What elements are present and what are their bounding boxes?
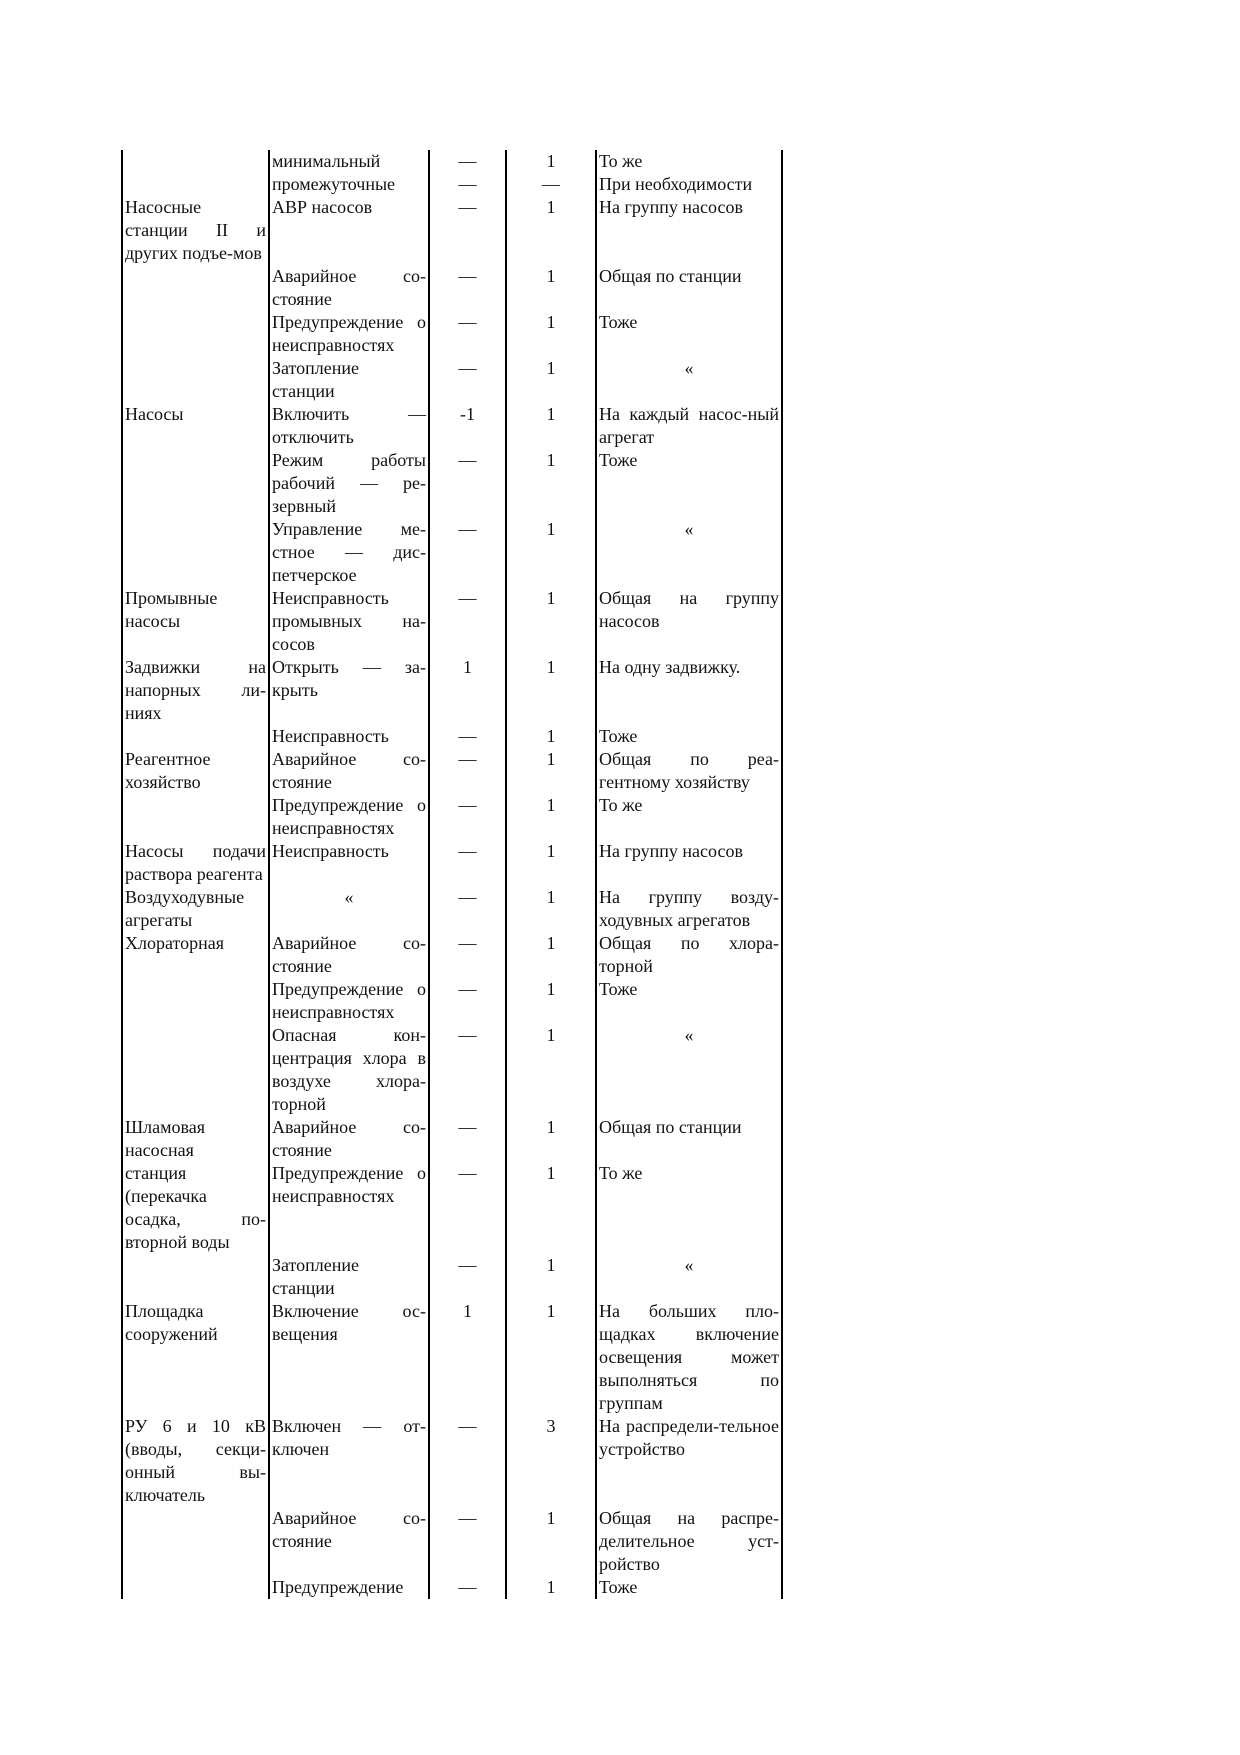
signal-cell: Предупреждение bbox=[269, 1576, 429, 1599]
control-count-cell: — bbox=[429, 932, 506, 978]
signal-count-cell: 3 bbox=[506, 1415, 596, 1507]
note-cell: На группу насосов bbox=[596, 840, 782, 886]
table-row bbox=[122, 1254, 782, 1300]
signal-count-cell: 1 bbox=[506, 886, 596, 932]
control-count-cell: — bbox=[429, 357, 506, 403]
control-count-cell: — bbox=[429, 196, 506, 265]
signal-count-cell: 1 bbox=[506, 150, 596, 173]
signal-cell: Опасная кон-центрация хлора в воздухе хлора-торной bbox=[269, 1024, 429, 1116]
signal-count-cell: 1 bbox=[506, 1254, 596, 1300]
signal-cell: Аварийное со-стояние bbox=[269, 1507, 429, 1576]
note-cell: Тоже bbox=[596, 449, 782, 518]
object-cell: РУ 6 и 10 кВ (вводы, секци-онный вы-ключатель bbox=[122, 1415, 269, 1507]
signal-cell: Аварийное со-стояние bbox=[269, 265, 429, 311]
object-cell bbox=[122, 978, 269, 1024]
note-cell: Тоже bbox=[596, 1576, 782, 1599]
control-count-cell: — bbox=[429, 725, 506, 748]
table-row bbox=[122, 725, 782, 748]
signal-cell: Предупреждение о неисправностях bbox=[269, 978, 429, 1024]
signal-count-cell: 1 bbox=[506, 357, 596, 403]
control-count-cell: — bbox=[429, 1507, 506, 1576]
note-cell: Тоже bbox=[596, 311, 782, 357]
signal-cell: Включен — от-ключен bbox=[269, 1415, 429, 1507]
signal-count-cell: 1 bbox=[506, 1507, 596, 1576]
signal-cell: Предупреждение о неисправностях bbox=[269, 311, 429, 357]
table-row bbox=[122, 518, 782, 587]
signal-cell: АВР насосов bbox=[269, 196, 429, 265]
object-cell bbox=[122, 357, 269, 403]
note-cell: На группу насосов bbox=[596, 196, 782, 265]
object-cell bbox=[122, 1507, 269, 1576]
table-row bbox=[122, 449, 782, 518]
table-row bbox=[122, 748, 782, 794]
object-cell bbox=[122, 311, 269, 357]
note-cell: То же bbox=[596, 150, 782, 173]
signal-count-cell: 1 bbox=[506, 311, 596, 357]
signal-count-cell: 1 bbox=[506, 403, 596, 449]
note-cell: Общая на группу насосов bbox=[596, 587, 782, 656]
control-count-cell: 1 bbox=[429, 1300, 506, 1415]
signal-cell: Управление ме-стное — дис-петчерское bbox=[269, 518, 429, 587]
signal-cell: Затопление станции bbox=[269, 357, 429, 403]
signal-cell: « bbox=[269, 886, 429, 932]
signal-count-cell: 1 bbox=[506, 725, 596, 748]
table-row bbox=[122, 1576, 782, 1599]
table-row bbox=[122, 1507, 782, 1576]
table-row bbox=[122, 1116, 782, 1162]
table-row bbox=[122, 265, 782, 311]
table-row bbox=[122, 656, 782, 725]
signal-count-cell: — bbox=[506, 173, 596, 196]
control-count-cell: — bbox=[429, 1116, 506, 1162]
signal-count-cell: 1 bbox=[506, 196, 596, 265]
signal-count-cell: 1 bbox=[506, 1116, 596, 1162]
note-cell: Общая по станции bbox=[596, 1116, 782, 1162]
object-cell: Промывные насосы bbox=[122, 587, 269, 656]
signal-cell: Включение ос-вещения bbox=[269, 1300, 429, 1415]
object-cell: Воздуходувные агрегаты bbox=[122, 886, 269, 932]
signal-count-cell: 1 bbox=[506, 1300, 596, 1415]
object-cell bbox=[122, 1576, 269, 1599]
control-count-cell: 1 bbox=[429, 656, 506, 725]
object-cell bbox=[122, 1254, 269, 1300]
table-body bbox=[122, 150, 782, 1599]
object-cell: Насосы подачи раствора реагента bbox=[122, 840, 269, 886]
control-count-cell: — bbox=[429, 587, 506, 656]
signal-count-cell: 1 bbox=[506, 265, 596, 311]
object-cell bbox=[122, 173, 269, 196]
control-count-cell: — bbox=[429, 1254, 506, 1300]
signal-cell: Аварийное со-стояние bbox=[269, 748, 429, 794]
note-cell: То же bbox=[596, 1162, 782, 1254]
signal-count-cell: 1 bbox=[506, 840, 596, 886]
signal-cell: Неисправность bbox=[269, 725, 429, 748]
signal-cell: Неисправность промывных на-сосов bbox=[269, 587, 429, 656]
signal-count-cell: 1 bbox=[506, 656, 596, 725]
table-row bbox=[122, 840, 782, 886]
note-cell: На больших пло-щадках включение освещения может выполняться по группам bbox=[596, 1300, 782, 1415]
table-row bbox=[122, 357, 782, 403]
object-cell bbox=[122, 449, 269, 518]
signal-cell: Предупреждение о неисправностях bbox=[269, 1162, 429, 1254]
control-count-cell: — bbox=[429, 1162, 506, 1254]
object-cell bbox=[122, 794, 269, 840]
control-count-cell: — bbox=[429, 1415, 506, 1507]
table-row bbox=[122, 173, 782, 196]
object-cell: Задвижки на напорных ли-ниях bbox=[122, 656, 269, 725]
signal-count-cell: 1 bbox=[506, 978, 596, 1024]
note-cell: На одну задвижку. bbox=[596, 656, 782, 725]
signal-count-cell: 1 bbox=[506, 794, 596, 840]
control-count-cell: — bbox=[429, 978, 506, 1024]
signal-cell: Затопление станции bbox=[269, 1254, 429, 1300]
signal-count-cell: 1 bbox=[506, 748, 596, 794]
signal-cell: Неисправность bbox=[269, 840, 429, 886]
control-count-cell: — bbox=[429, 794, 506, 840]
object-cell bbox=[122, 1024, 269, 1116]
control-count-cell: — bbox=[429, 518, 506, 587]
note-cell: На распредели-тельное устройство bbox=[596, 1415, 782, 1507]
note-cell: Общая по реа-гентному хозяйству bbox=[596, 748, 782, 794]
table-row bbox=[122, 978, 782, 1024]
note-cell: « bbox=[596, 1254, 782, 1300]
control-count-cell: — bbox=[429, 886, 506, 932]
table-row bbox=[122, 1300, 782, 1415]
table-row bbox=[122, 196, 782, 265]
table-row bbox=[122, 1415, 782, 1507]
control-count-cell: — bbox=[429, 1576, 506, 1599]
note-cell: При необходимости bbox=[596, 173, 782, 196]
table-row bbox=[122, 886, 782, 932]
signal-cell: Аварийное со-стояние bbox=[269, 1116, 429, 1162]
signal-cell: Открыть — за-крыть bbox=[269, 656, 429, 725]
object-cell: станция (перекачка осадка, по-вторной воды bbox=[122, 1162, 269, 1254]
signal-count-cell: 1 bbox=[506, 449, 596, 518]
signal-count-cell: 1 bbox=[506, 518, 596, 587]
control-count-cell: — bbox=[429, 311, 506, 357]
signal-count-cell: 1 bbox=[506, 1024, 596, 1116]
note-cell: Общая по хлора-торной bbox=[596, 932, 782, 978]
signal-count-cell: 1 bbox=[506, 932, 596, 978]
object-cell: Реагентное хозяйство bbox=[122, 748, 269, 794]
signal-cell: минимальный bbox=[269, 150, 429, 173]
control-count-cell: — bbox=[429, 173, 506, 196]
signal-cell: Аварийное со-стояние bbox=[269, 932, 429, 978]
signal-count-cell: 1 bbox=[506, 587, 596, 656]
table-row bbox=[122, 1024, 782, 1116]
signal-count-cell: 1 bbox=[506, 1162, 596, 1254]
object-cell bbox=[122, 725, 269, 748]
object-cell: Насосы bbox=[122, 403, 269, 449]
control-count-cell: — bbox=[429, 748, 506, 794]
table-row bbox=[122, 1162, 782, 1254]
signal-count-cell: 1 bbox=[506, 1576, 596, 1599]
note-cell: На группу возду-ходувных агрегатов bbox=[596, 886, 782, 932]
object-cell: Шламовая насосная bbox=[122, 1116, 269, 1162]
note-cell: Тоже bbox=[596, 725, 782, 748]
table-row bbox=[122, 932, 782, 978]
note-cell: « bbox=[596, 357, 782, 403]
table-row bbox=[122, 150, 782, 173]
note-cell: Общая по станции bbox=[596, 265, 782, 311]
note-cell: « bbox=[596, 1024, 782, 1116]
note-cell: Общая на распре-делительное уст-ройство bbox=[596, 1507, 782, 1576]
object-cell: Насосные станции II и других подъе-мов bbox=[122, 196, 269, 265]
table-row bbox=[122, 587, 782, 656]
signals-table bbox=[121, 150, 783, 1599]
table-row bbox=[122, 311, 782, 357]
signal-cell: Режим работы рабочий — ре-зервный bbox=[269, 449, 429, 518]
control-count-cell: -1 bbox=[429, 403, 506, 449]
control-count-cell: — bbox=[429, 449, 506, 518]
note-cell: То же bbox=[596, 794, 782, 840]
signal-cell: промежуточные bbox=[269, 173, 429, 196]
note-cell: Тоже bbox=[596, 978, 782, 1024]
note-cell: На каждый насос-ный агрегат bbox=[596, 403, 782, 449]
note-cell: « bbox=[596, 518, 782, 587]
control-count-cell: — bbox=[429, 150, 506, 173]
object-cell bbox=[122, 518, 269, 587]
control-count-cell: — bbox=[429, 265, 506, 311]
table-row bbox=[122, 794, 782, 840]
signal-cell: Предупреждение о неисправностях bbox=[269, 794, 429, 840]
object-cell bbox=[122, 265, 269, 311]
object-cell bbox=[122, 150, 269, 173]
object-cell: Площадка сооружений bbox=[122, 1300, 269, 1415]
control-count-cell: — bbox=[429, 1024, 506, 1116]
signal-cell: Включить — отключить bbox=[269, 403, 429, 449]
table-row bbox=[122, 403, 782, 449]
object-cell: Хлораторная bbox=[122, 932, 269, 978]
control-count-cell: — bbox=[429, 840, 506, 886]
